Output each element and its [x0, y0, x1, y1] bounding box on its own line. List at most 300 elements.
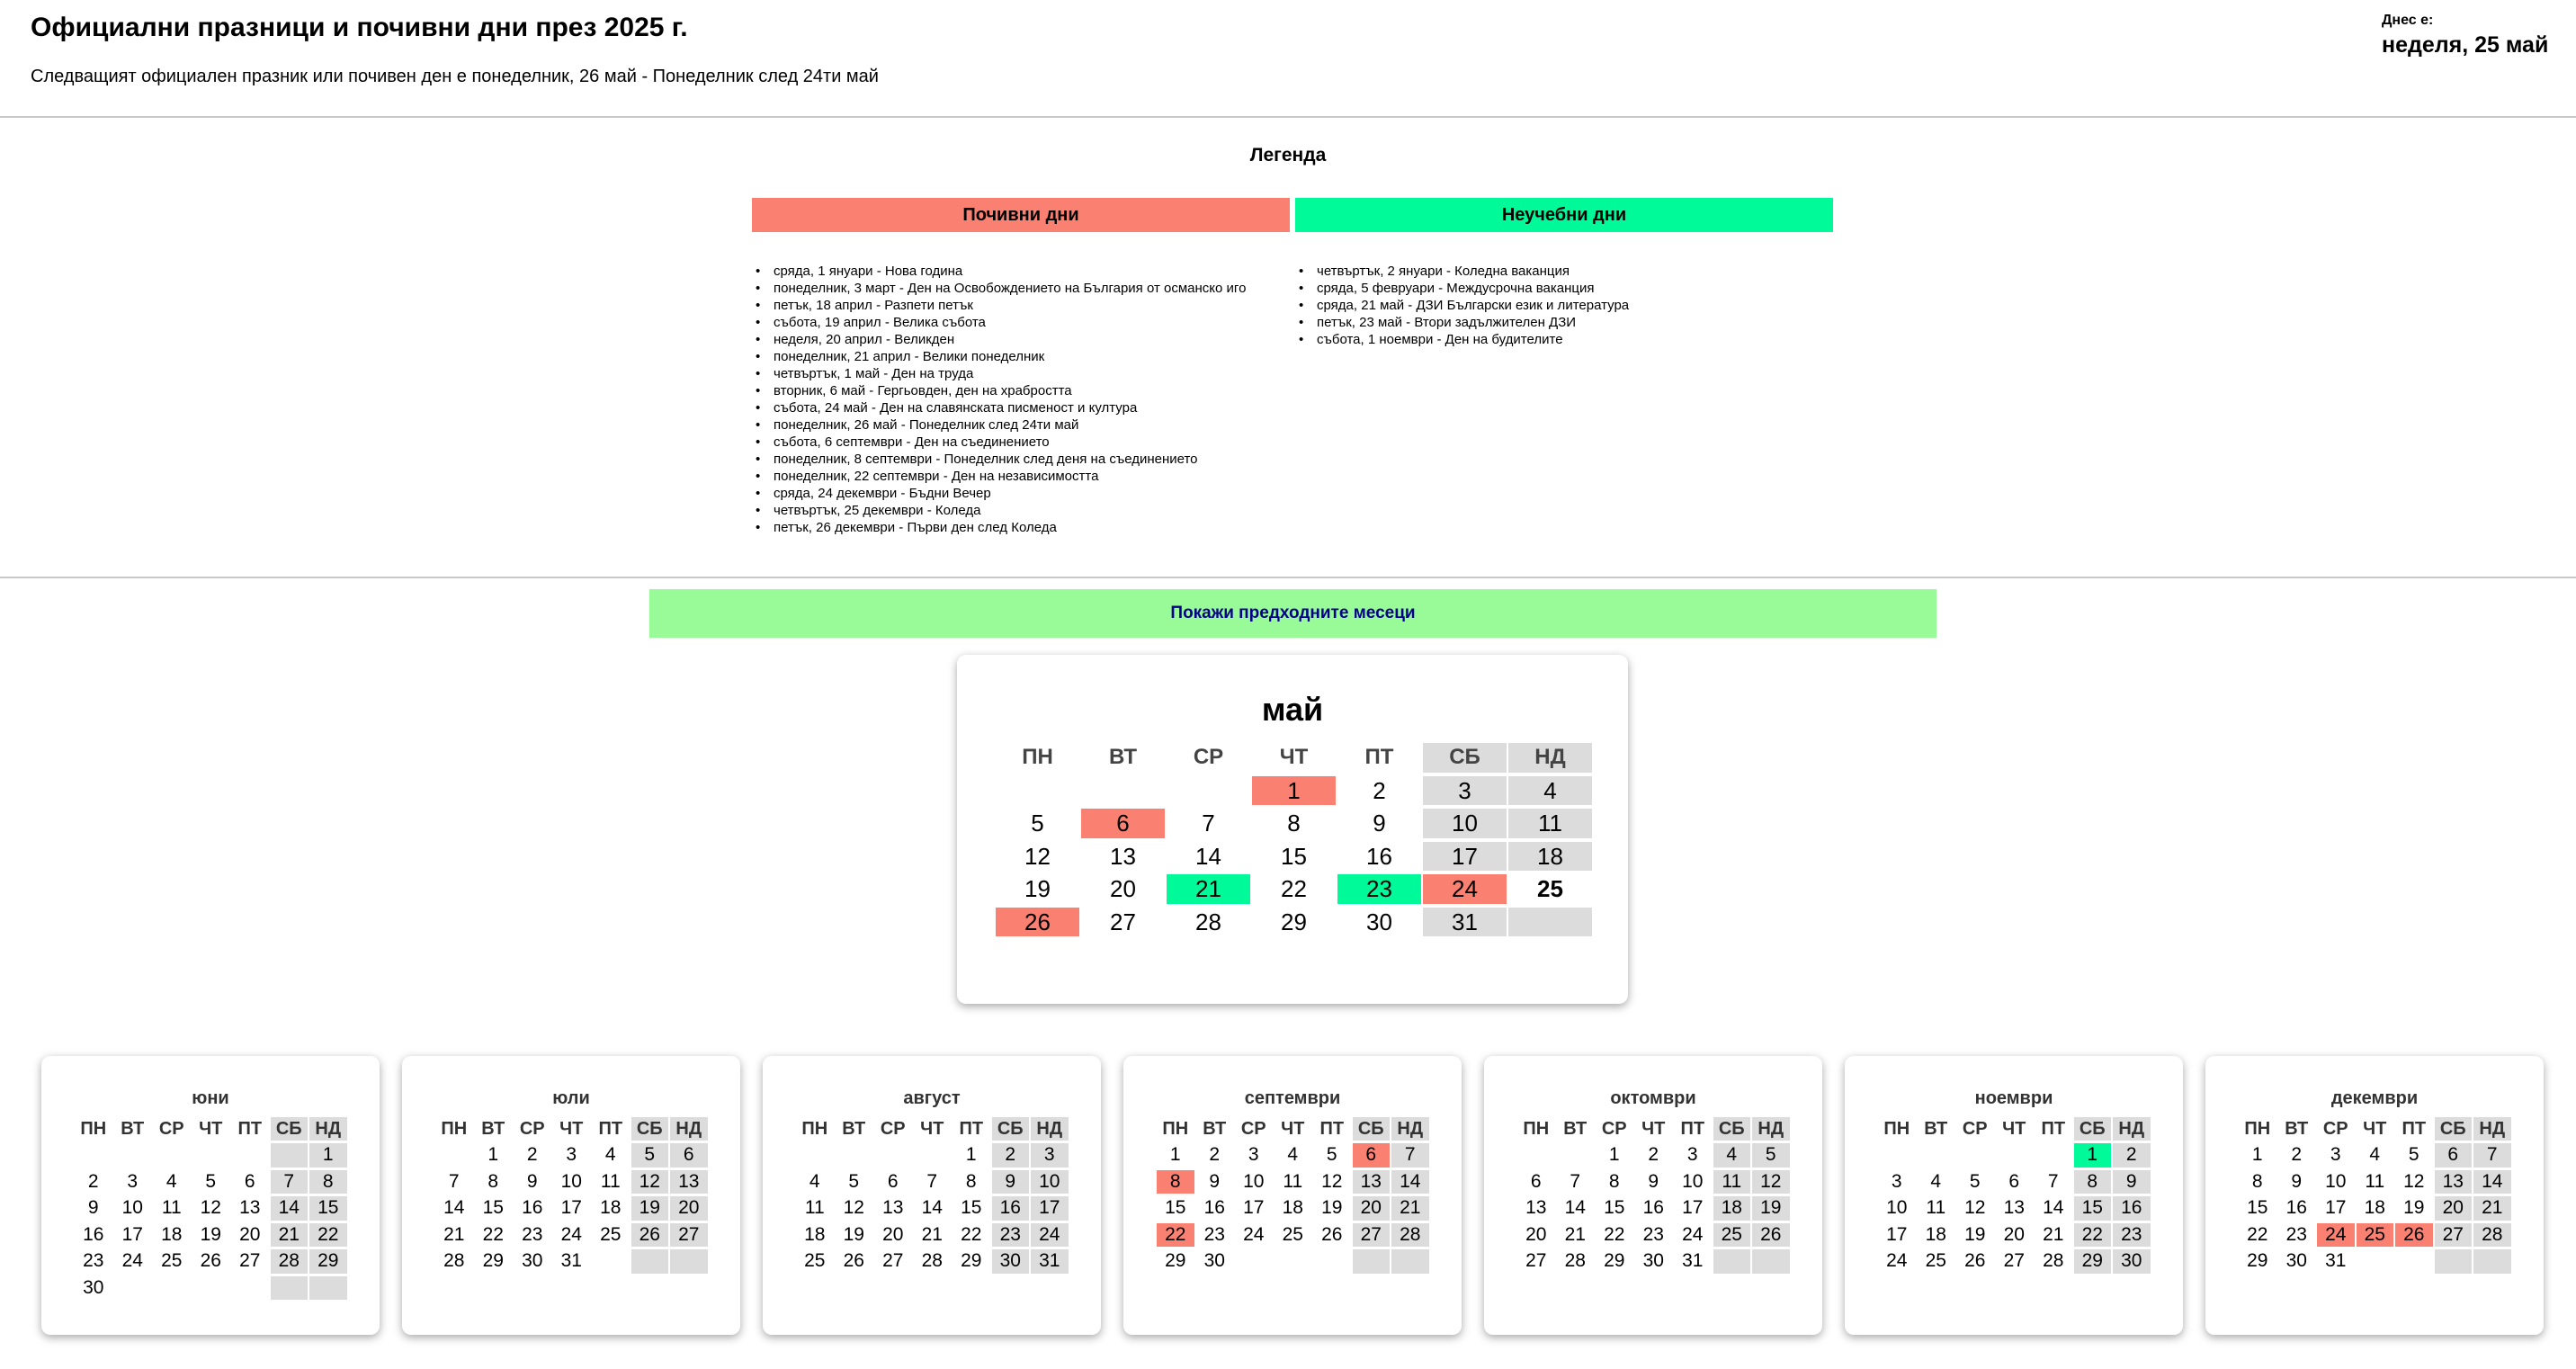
calendar-day: 9	[1209, 1170, 1221, 1192]
weekday-header: ПН	[801, 1118, 828, 1139]
calendar-empty-cell	[1752, 1249, 1790, 1274]
calendar-day: 30	[2285, 1250, 2307, 1271]
calendar-empty-cell	[874, 1143, 912, 1168]
calendar-day: 19	[631, 1196, 669, 1221]
calendar-day: 21	[2473, 1196, 2511, 1221]
calendar-day: 10	[1423, 809, 1507, 838]
calendar-empty-cell	[631, 1249, 669, 1274]
calendar-empty-cell	[192, 1276, 230, 1301]
weekday-header: ВТ	[1924, 1118, 1948, 1139]
calendar-day: 31	[2325, 1250, 2347, 1271]
calendar-empty-cell	[309, 1276, 347, 1301]
calendar-day: 24	[121, 1250, 143, 1271]
calendar-day: 19	[2403, 1197, 2425, 1218]
calendar-day: 4	[1287, 1144, 1299, 1165]
calendar-day: 24	[1423, 874, 1507, 904]
calendar-empty-cell	[1353, 1249, 1391, 1274]
calendar-day: 28	[2043, 1250, 2064, 1271]
calendar-day: 16	[2113, 1196, 2151, 1221]
calendar-day: 20	[1525, 1223, 1547, 1245]
calendar-day: 26	[631, 1223, 669, 1248]
calendar-day: 30	[83, 1276, 104, 1298]
calendar-day: 27	[882, 1250, 904, 1271]
month-title: юни	[192, 1088, 229, 1108]
calendar-day: 4	[1508, 776, 1592, 806]
legend-item: • събота, 19 април - Велика събота	[754, 314, 1246, 331]
calendar-day: 15	[1604, 1197, 1625, 1218]
calendar-day: 11	[161, 1197, 182, 1218]
calendar-day: 2	[992, 1143, 1030, 1168]
calendar-day: 5	[1031, 810, 1044, 837]
calendar-day: 11	[2365, 1170, 2385, 1192]
calendar-day: 19	[1321, 1197, 1343, 1218]
calendar-day: 5	[2408, 1144, 2419, 1165]
calendar-day: 9	[992, 1170, 1030, 1195]
calendar-day: 9	[87, 1197, 99, 1218]
weekday-header: СБ	[1353, 1117, 1391, 1141]
calendar-day: 2	[1373, 776, 1386, 804]
calendar-day: 26	[996, 908, 1079, 937]
calendar-day: 1	[309, 1143, 347, 1168]
calendar-day: 10	[560, 1170, 582, 1192]
calendar-day: 1	[1169, 1144, 1181, 1165]
weekday-header: СБ	[992, 1117, 1030, 1141]
calendar-day: 28	[1391, 1223, 1429, 1248]
calendar-day: 19	[1752, 1196, 1790, 1221]
calendar-day: 11	[1283, 1170, 1303, 1192]
weekday-header: ВТ	[121, 1118, 145, 1139]
month-calendar-2	[763, 1056, 1101, 1335]
calendar-day: 12	[1321, 1170, 1343, 1192]
calendar-day: 23	[992, 1223, 1030, 1248]
calendar-day: 25	[1282, 1223, 1303, 1245]
calendar-day: 21	[271, 1223, 309, 1248]
calendar-day: 11	[600, 1170, 621, 1192]
calendar-day: 16	[992, 1196, 1030, 1221]
calendar-day: 19	[843, 1223, 864, 1245]
calendar-day: 12	[631, 1170, 669, 1195]
calendar-day: 30	[522, 1250, 543, 1271]
calendar-grid	[1877, 1115, 2151, 1275]
calendar-empty-cell	[1081, 776, 1165, 806]
weekday-header: ЧТ	[1641, 1118, 1666, 1139]
calendar-day: 1	[1252, 776, 1336, 806]
legend-item: • събота, 1 ноември - Ден на будителите	[1297, 331, 1629, 348]
legend-section	[0, 118, 2576, 578]
calendar-day: 9	[2291, 1170, 2303, 1192]
calendar-day: 14	[2473, 1170, 2511, 1195]
weekday-header: ВТ	[1203, 1118, 1227, 1139]
calendar-day: 7	[1570, 1170, 1581, 1192]
legend-item: • сряда, 5 февруари - Междусрочна ваканция	[1297, 280, 1629, 297]
calendar-day: 22	[961, 1223, 982, 1245]
today-label: Днес е:	[2382, 13, 2434, 28]
calendar-day: 20	[2003, 1223, 2025, 1245]
weekday-header: ЧТ	[1279, 745, 1309, 769]
calendar-day: 1	[487, 1144, 499, 1165]
month-title: ноември	[1974, 1088, 2053, 1108]
calendar-empty-cell	[231, 1276, 269, 1301]
calendar-day: 8	[1287, 810, 1301, 837]
calendar-day: 22	[1281, 875, 1307, 902]
month-title: май	[1261, 691, 1324, 728]
calendar-day: 27	[2003, 1250, 2025, 1271]
calendar-day: 18	[161, 1223, 183, 1245]
weekday-header: ЧТ	[1281, 1118, 1305, 1139]
calendar-day: 17	[1423, 842, 1507, 872]
legend-item: • понеделник, 22 септември - Ден на независимостта	[754, 468, 1246, 485]
calendar-day: 20	[239, 1223, 261, 1245]
calendar-day: 8	[965, 1170, 977, 1192]
calendar-day: 16	[1203, 1197, 1225, 1218]
calendar-day: 23	[1642, 1223, 1664, 1245]
calendar-day: 3	[1248, 1144, 1259, 1165]
calendar-day: 13	[882, 1197, 904, 1218]
weekday-header: ВТ	[1108, 745, 1138, 769]
calendar-day: 12	[1964, 1197, 1986, 1218]
calendar-day: 2	[1209, 1144, 1221, 1165]
calendar-day: 10	[2325, 1170, 2347, 1192]
legend-nonschool-header: Неучебни дни	[1295, 198, 1833, 232]
calendar-day: 6	[1353, 1143, 1391, 1168]
weekday-header: НД	[1031, 1117, 1069, 1141]
calendar-day: 22	[1604, 1223, 1625, 1245]
calendar-day: 25	[804, 1250, 826, 1271]
calendar-day: 3	[1686, 1144, 1698, 1165]
calendar-day: 17	[1031, 1196, 1069, 1221]
month-title: август	[903, 1088, 961, 1108]
weekday-header: ВТ	[2285, 1118, 2309, 1139]
calendar-day: 14	[443, 1197, 465, 1218]
weekday-header: СБ	[1423, 743, 1507, 773]
calendar-day: 9	[526, 1170, 538, 1192]
legend-item: • събота, 6 септември - Ден на съединението	[754, 434, 1246, 451]
calendar-day: 18	[1282, 1197, 1303, 1218]
weekday-header: НД	[670, 1117, 708, 1141]
calendar-day: 14	[1391, 1170, 1429, 1195]
weekday-header: ПН	[2244, 1118, 2271, 1139]
month-calendar-1	[402, 1056, 740, 1335]
calendar-day: 23	[2285, 1223, 2307, 1245]
calendar-day: 21	[1167, 874, 1250, 904]
calendar-day: 12	[1024, 842, 1051, 870]
weekday-header: НД	[1508, 743, 1592, 773]
calendar-day: 13	[1110, 842, 1136, 870]
calendar-day: 31	[1423, 908, 1507, 937]
calendar-day: 17	[121, 1223, 143, 1245]
calendar-empty-cell	[670, 1249, 708, 1274]
calendar-day: 20	[882, 1223, 904, 1245]
calendar-day: 29	[1281, 908, 1307, 935]
legend-item: • понеделник, 26 май - Понеделник след 24ти май	[754, 416, 1246, 434]
calendar-day: 30	[2113, 1249, 2151, 1274]
calendar-empty-cell	[796, 1143, 834, 1168]
weekday-header: ПТ	[2041, 1118, 2066, 1139]
calendar-day: 8	[1608, 1170, 1620, 1192]
weekday-header: СР	[1193, 745, 1224, 769]
weekday-header: СБ	[1713, 1117, 1751, 1141]
calendar-day: 5	[848, 1170, 860, 1192]
weekday-header: СР	[1962, 1118, 1988, 1139]
calendar-day: 7	[2473, 1143, 2511, 1168]
calendar-day: 24	[1243, 1223, 1265, 1245]
calendar-day: 13	[1353, 1170, 1391, 1195]
weekday-header: СБ	[2435, 1117, 2473, 1141]
calendar-day: 5	[1969, 1170, 1981, 1192]
calendar-day: 17	[560, 1197, 582, 1218]
calendar-day: 2	[2113, 1143, 2151, 1168]
calendar-day: 8	[1157, 1170, 1194, 1195]
calendar-day: 8	[2074, 1170, 2112, 1195]
calendar-day: 28	[271, 1249, 309, 1274]
calendar-day: 2	[2291, 1144, 2303, 1165]
calendar-day: 30	[1203, 1250, 1225, 1271]
weekday-header: ВТ	[842, 1118, 866, 1139]
calendar-day: 5	[1326, 1144, 1337, 1165]
calendar-day: 12	[1752, 1170, 1790, 1195]
legend-item: • петък, 23 май - Втори задължителен ДЗИ	[1297, 314, 1629, 331]
weekday-header: ПТ	[1364, 745, 1394, 769]
weekday-header: ПН	[1883, 1118, 1910, 1139]
weekday-header: ЧТ	[2363, 1118, 2387, 1139]
calendar-day: 3	[2330, 1144, 2341, 1165]
legend-item: • четвъртък, 2 януари - Коледна ваканция	[1297, 263, 1629, 280]
calendar-day: 27	[1525, 1250, 1547, 1271]
calendar-grid	[1156, 1115, 1430, 1275]
calendar-empty-cell	[914, 1143, 952, 1168]
calendar-day: 18	[2364, 1197, 2385, 1218]
weekday-header: НД	[1391, 1117, 1429, 1141]
calendar-day: 25	[161, 1250, 183, 1271]
calendar-day: 30	[992, 1249, 1030, 1274]
calendar-day: 14	[1564, 1197, 1586, 1218]
calendar-day: 8	[2251, 1170, 2263, 1192]
calendar-day: 17	[1886, 1223, 1908, 1245]
calendar-day: 10	[1682, 1170, 1704, 1192]
calendar-day: 25	[2357, 1223, 2394, 1248]
month-calendar-4	[1484, 1056, 1822, 1335]
weekday-header: СР	[158, 1118, 184, 1139]
calendar-empty-cell	[435, 1143, 473, 1168]
calendar-day: 27	[1110, 908, 1136, 935]
calendar-day: 28	[443, 1250, 465, 1271]
weekday-header: СР	[1601, 1118, 1627, 1139]
weekday-header: ПН	[1162, 1118, 1189, 1139]
calendar-day: 3	[127, 1170, 139, 1192]
calendar-day: 6	[2435, 1143, 2473, 1168]
calendar-day: 24	[1031, 1223, 1069, 1248]
calendar-day: 13	[1525, 1197, 1547, 1218]
calendar-day: 11	[1508, 809, 1592, 838]
calendar-empty-cell	[1956, 1143, 1994, 1168]
calendar-day: 15	[482, 1197, 504, 1218]
calendar-day: 28	[921, 1250, 943, 1271]
weekday-header: НД	[1752, 1117, 1790, 1141]
calendar-day: 20	[1353, 1196, 1391, 1221]
weekday-header: ЧТ	[920, 1118, 944, 1139]
calendar-empty-cell	[592, 1249, 630, 1274]
calendar-day: 8	[309, 1170, 347, 1195]
calendar-day: 12	[2403, 1170, 2425, 1192]
calendar-empty-cell	[1275, 1249, 1312, 1274]
calendar-day: 25	[1925, 1250, 1946, 1271]
weekday-header: СБ	[2074, 1117, 2112, 1141]
calendar-empty-cell	[1918, 1143, 1955, 1168]
calendar-day: 29	[1165, 1250, 1186, 1271]
weekday-header: ПТ	[237, 1118, 263, 1139]
calendar-day: 10	[1886, 1197, 1908, 1218]
legend-item: • петък, 26 декември - Първи ден след Коледа	[754, 519, 1246, 536]
calendar-day: 17	[2325, 1197, 2347, 1218]
legend-item: • понеделник, 8 септември - Понеделник след деня на съединението	[754, 451, 1246, 468]
weekday-header: ПТ	[598, 1118, 623, 1139]
calendar-day: 10	[1031, 1170, 1069, 1195]
calendar-day: 9	[1373, 810, 1386, 837]
calendar-day: 5	[205, 1170, 217, 1192]
calendar-day: 9	[1648, 1170, 1659, 1192]
calendar-day: 18	[1925, 1223, 1946, 1245]
calendar-day: 30	[1366, 908, 1392, 935]
calendar-day: 12	[200, 1197, 221, 1218]
calendar-day-today: 25	[1537, 875, 1563, 902]
calendar-day: 31	[1682, 1250, 1704, 1271]
calendar-day: 6	[887, 1170, 899, 1192]
calendar-day: 31	[1031, 1249, 1069, 1274]
today-box	[2382, 13, 2548, 58]
calendar-day: 15	[2074, 1196, 2112, 1221]
show-previous-months-button[interactable]: Покажи предходните месеци	[649, 589, 1936, 638]
calendar-day: 24	[560, 1223, 582, 1245]
calendar-empty-cell	[836, 1143, 873, 1168]
weekday-header: ПН	[1523, 1118, 1550, 1139]
calendar-day: 29	[482, 1250, 504, 1271]
legend-item: • четвъртък, 25 декември - Коледа	[754, 502, 1246, 519]
weekday-header: ЧТ	[559, 1118, 584, 1139]
calendar-empty-cell	[1557, 1143, 1595, 1168]
calendar-day: 10	[1243, 1170, 1265, 1192]
month-title: септември	[1244, 1088, 1341, 1108]
calendar-day: 17	[1682, 1197, 1704, 1218]
calendar-day: 29	[1604, 1250, 1625, 1271]
calendar-empty-cell	[114, 1276, 152, 1301]
calendar-day: 18	[1713, 1196, 1751, 1221]
calendar-day: 2	[87, 1170, 99, 1192]
calendar-day: 1	[2074, 1143, 2112, 1168]
calendar-empty-cell	[996, 776, 1079, 806]
calendar-grid	[2238, 1115, 2512, 1275]
calendar-day: 11	[1713, 1170, 1751, 1195]
weekday-header: ПТ	[959, 1118, 984, 1139]
calendar-day: 22	[309, 1223, 347, 1248]
calendar-day: 22	[482, 1223, 504, 1245]
calendar-day: 17	[1243, 1197, 1265, 1218]
weekday-header: ВТ	[481, 1118, 505, 1139]
calendar-day: 14	[271, 1196, 309, 1221]
weekday-header: ЧТ	[199, 1118, 223, 1139]
calendar-day: 9	[2113, 1170, 2151, 1195]
weekday-header: НД	[309, 1117, 347, 1141]
calendar-day: 6	[670, 1143, 708, 1168]
calendar-day: 1	[2251, 1144, 2263, 1165]
legend-item: • сряда, 21 май - ДЗИ Български език и литература	[1297, 297, 1629, 314]
calendar-day: 29	[2247, 1250, 2268, 1271]
calendar-empty-cell	[192, 1143, 230, 1168]
calendar-day: 21	[1391, 1196, 1429, 1221]
calendar-day: 4	[165, 1170, 177, 1192]
holidays-list	[754, 263, 1246, 536]
calendar-empty-cell	[1713, 1249, 1751, 1274]
calendar-day: 2	[526, 1144, 538, 1165]
legend-item: • вторник, 6 май - Гергьовден, ден на храбростта	[754, 382, 1246, 399]
calendar-day: 13	[2435, 1170, 2473, 1195]
calendar-day: 16	[1366, 842, 1392, 870]
calendar-day: 19	[200, 1223, 221, 1245]
legend-item: • петък, 18 април - Разпети петък	[754, 297, 1246, 314]
calendar-empty-cell	[1313, 1249, 1351, 1274]
calendar-day: 4	[2369, 1144, 2381, 1165]
calendar-day: 20	[2435, 1196, 2473, 1221]
calendar-day: 7	[448, 1170, 460, 1192]
calendar-day: 29	[309, 1249, 347, 1274]
calendar-day: 29	[2074, 1249, 2112, 1274]
calendar-day: 4	[604, 1144, 616, 1165]
calendar-grid	[795, 1115, 1069, 1275]
calendar-empty-cell	[271, 1143, 309, 1168]
calendar-day: 28	[2473, 1223, 2511, 1248]
calendar-day: 25	[600, 1223, 622, 1245]
calendar-day: 21	[921, 1223, 943, 1245]
calendar-empty-cell	[1391, 1249, 1429, 1274]
calendar-day: 16	[522, 1197, 543, 1218]
legend-item: • сряда, 24 декември - Бъдни Вечер	[754, 485, 1246, 502]
calendar-empty-cell	[153, 1143, 191, 1168]
calendar-empty-cell	[1996, 1143, 2034, 1168]
weekday-header: СР	[519, 1118, 545, 1139]
calendar-day: 5	[1752, 1143, 1790, 1168]
calendar-grid	[434, 1115, 709, 1275]
calendar-empty-cell	[75, 1143, 112, 1168]
weekday-header: ПТ	[1680, 1118, 1705, 1139]
calendar-day: 16	[1642, 1197, 1664, 1218]
calendar-empty-cell	[153, 1276, 191, 1301]
calendar-day: 10	[121, 1197, 143, 1218]
calendar-day: 27	[239, 1250, 261, 1271]
calendar-empty-cell	[2035, 1143, 2072, 1168]
calendar-day: 18	[804, 1223, 826, 1245]
calendar-day: 13	[670, 1170, 708, 1195]
weekday-header: НД	[2473, 1117, 2511, 1141]
calendar-day: 18	[1508, 842, 1592, 872]
calendar-day: 3	[1031, 1143, 1069, 1168]
legend-holidays-header: Почивни дни	[752, 198, 1290, 232]
month-title: юли	[552, 1088, 590, 1108]
calendar-day: 8	[487, 1170, 499, 1192]
calendar-day: 11	[1926, 1197, 1946, 1218]
calendar-day: 11	[804, 1197, 825, 1218]
calendar-day: 14	[921, 1197, 943, 1218]
calendar-day: 5	[631, 1143, 669, 1168]
calendar-day: 30	[1642, 1250, 1664, 1271]
calendar-day: 14	[1195, 842, 1221, 870]
legend-item: • сряда, 1 януари - Нова година	[754, 263, 1246, 280]
month-calendar-0	[41, 1056, 380, 1335]
calendar-day: 26	[1321, 1223, 1343, 1245]
page-header	[0, 0, 2576, 118]
calendar-day: 15	[2247, 1197, 2268, 1218]
calendar-grid	[1516, 1115, 1791, 1275]
calendar-empty-cell	[271, 1276, 309, 1301]
calendar-empty-cell	[1235, 1249, 1273, 1274]
